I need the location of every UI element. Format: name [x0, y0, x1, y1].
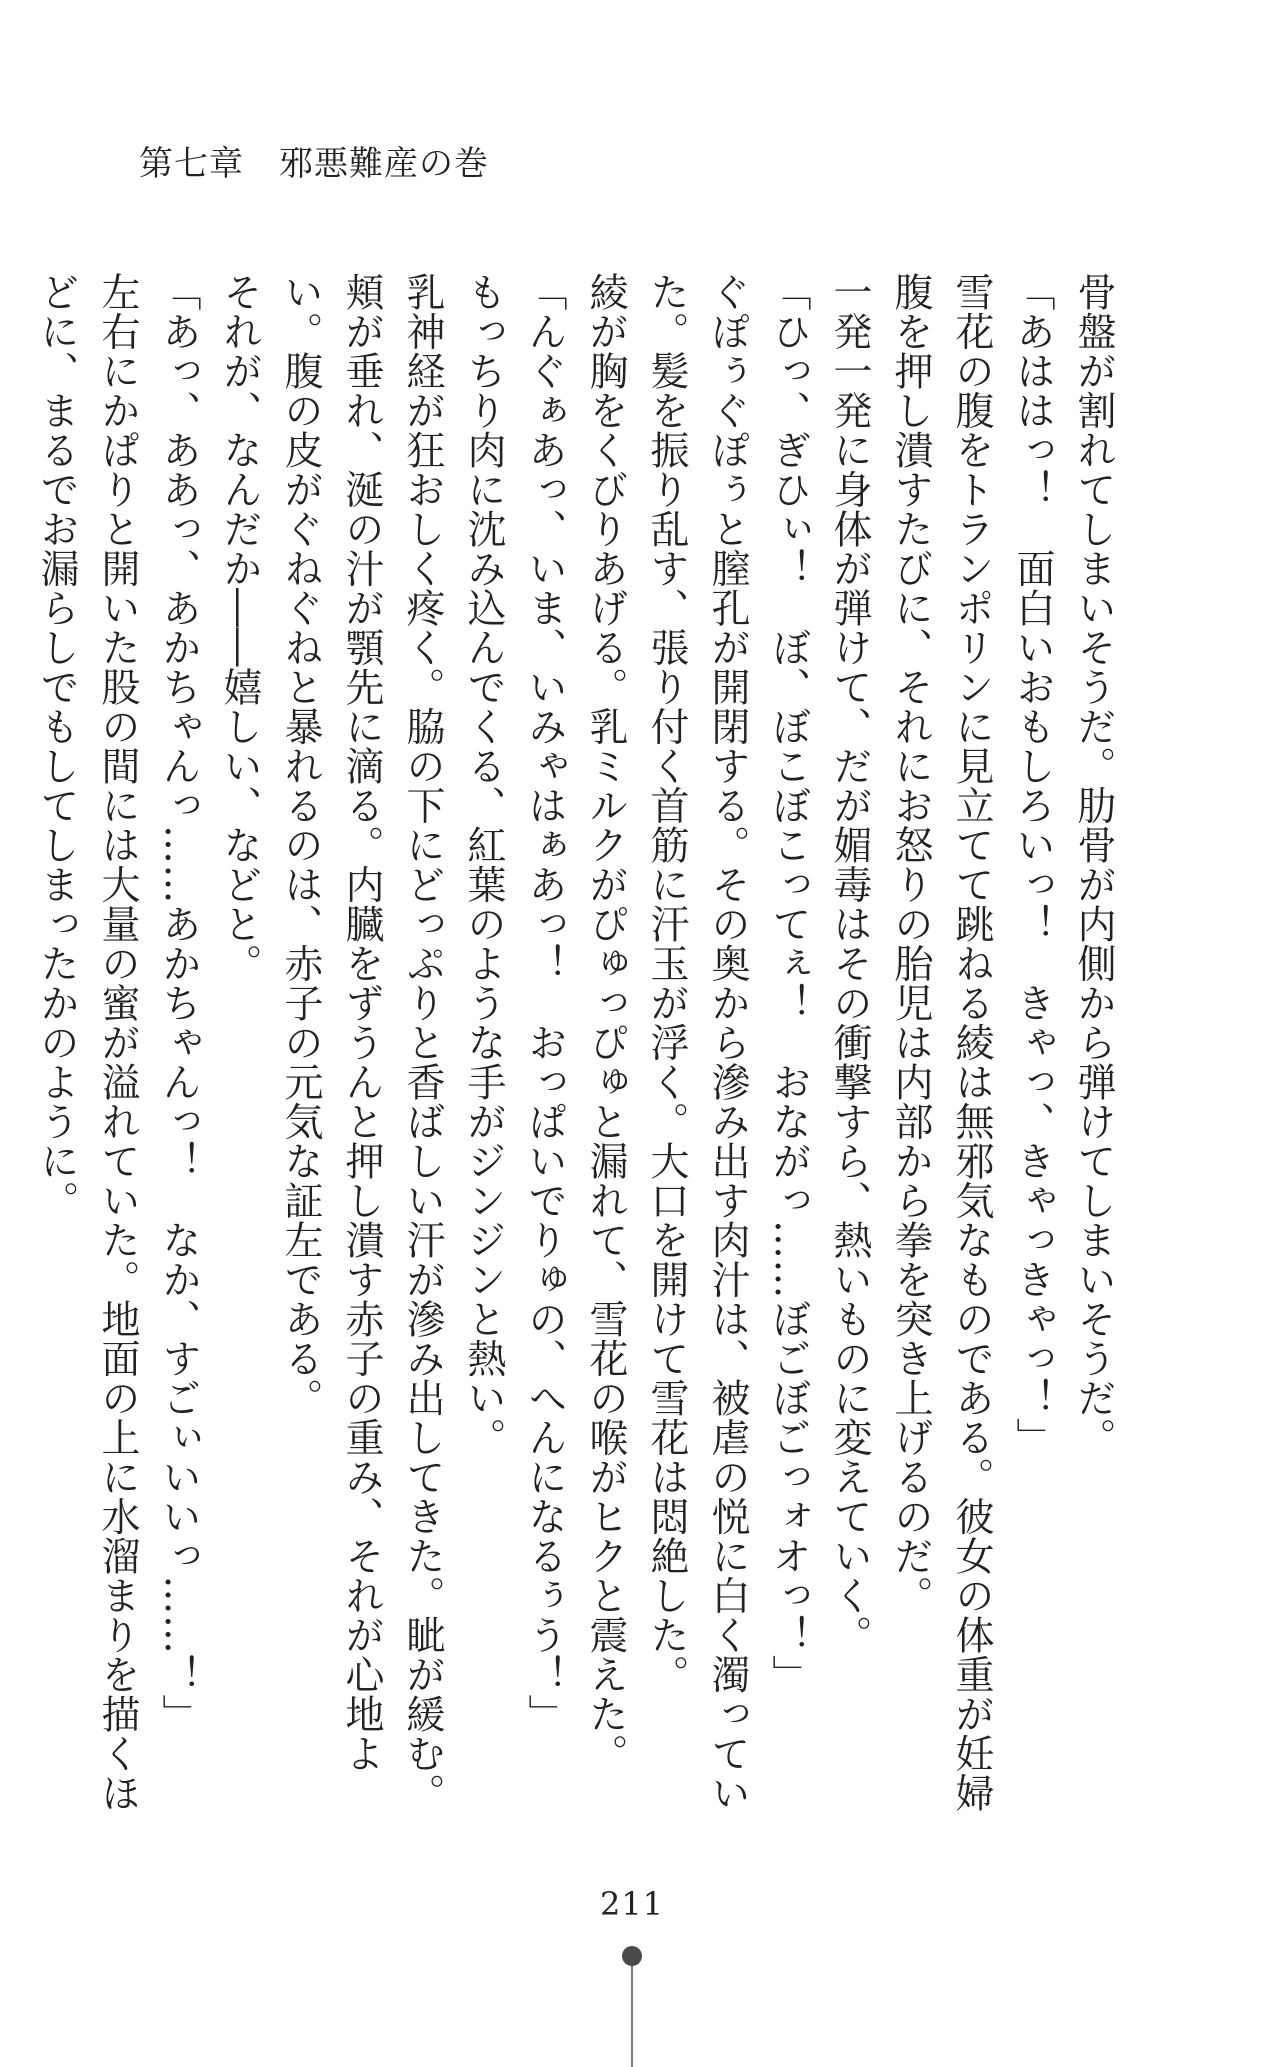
page-number: 211: [599, 1885, 665, 1923]
paragraph: 「んぐぁあっ、いま、いみゃはぁあっ！ おっぱいでりゅの、へんになるぅう！」: [522, 272, 567, 1734]
paragraph: 「ひっ、ぎひぃ！ ぼ、ぼこぼこってぇ！ おながっ……ぼごぼごっォオっ！」: [766, 272, 811, 1694]
paragraph: 綾が胸をくびりあげる。乳ミルクがぴゅっぴゅと漏れて、雪花の喉がヒクと震えた。: [583, 272, 628, 1773]
paragraph: 雪花の腹をトランポリンに見立てて跳ねる綾は無邪気なものである。彼女の体重が妊婦腹を押し潰すたびに、それにお怒りの胎児は内部から拳を突き上げるのだ。: [888, 272, 994, 1813]
paragraph: 骨盤が割れてしまいそうだ。肋骨が内側から弾けてしまいそうだ。: [1071, 272, 1116, 1457]
paragraph: もっちり肉に沈み込んでくる、紅葉のような手がジンジンと熱い。: [461, 272, 506, 1457]
paragraph: 「あっ、ああっ、あかちゃんっ……あかちゃんっ！ なか、すごぃいいっ……！」: [156, 272, 201, 1734]
paragraph: 左右にかぱりと開いた股の間には大量の蜜が溢れていた。地面の上に水溜まりを描くほどに、まるでお漏らしでもしてしまったかのように。: [34, 272, 140, 1813]
paragraph: それが、なんだか――嬉しい、などと。: [217, 272, 262, 983]
paragraph: 乳神経が狂おしく疼く。脇の下にどっぷりと香ばしい汗が滲み出してきた。眦が緩む。頬が垂れ、涎の汁が顎先に滴る。内臓をずうんと押し潰す赤子の重み、それが心地よい。腹の皮がぐねぐねと暴れるのは、赤子の元気な証左である。: [278, 272, 445, 1813]
page-marker-dot: [622, 1946, 642, 1966]
body-text: [34, 272, 1124, 1817]
paragraph: 「あははっ！ 面白いおもしろいっ！ きゃっ、きゃっきゃっ！」: [1010, 272, 1055, 1457]
page-marker-line: [631, 1966, 633, 2067]
paragraph: ぐぽぅぐぽぅと膣孔が開閉する。その奥から滲み出す肉汁は、被虐の悦に白く濁っていた。髪を振り乱す、張り付く首筋に汗玉が浮く。大口を開けて雪花は悶絶した。: [644, 272, 750, 1813]
chapter-running-head: 第七章 邪悪難産の巻: [139, 144, 489, 184]
paragraph: 一発一発に身体が弾けて、だが媚毒はその衝撃すら、熱いものに変えていく。: [827, 272, 872, 1655]
